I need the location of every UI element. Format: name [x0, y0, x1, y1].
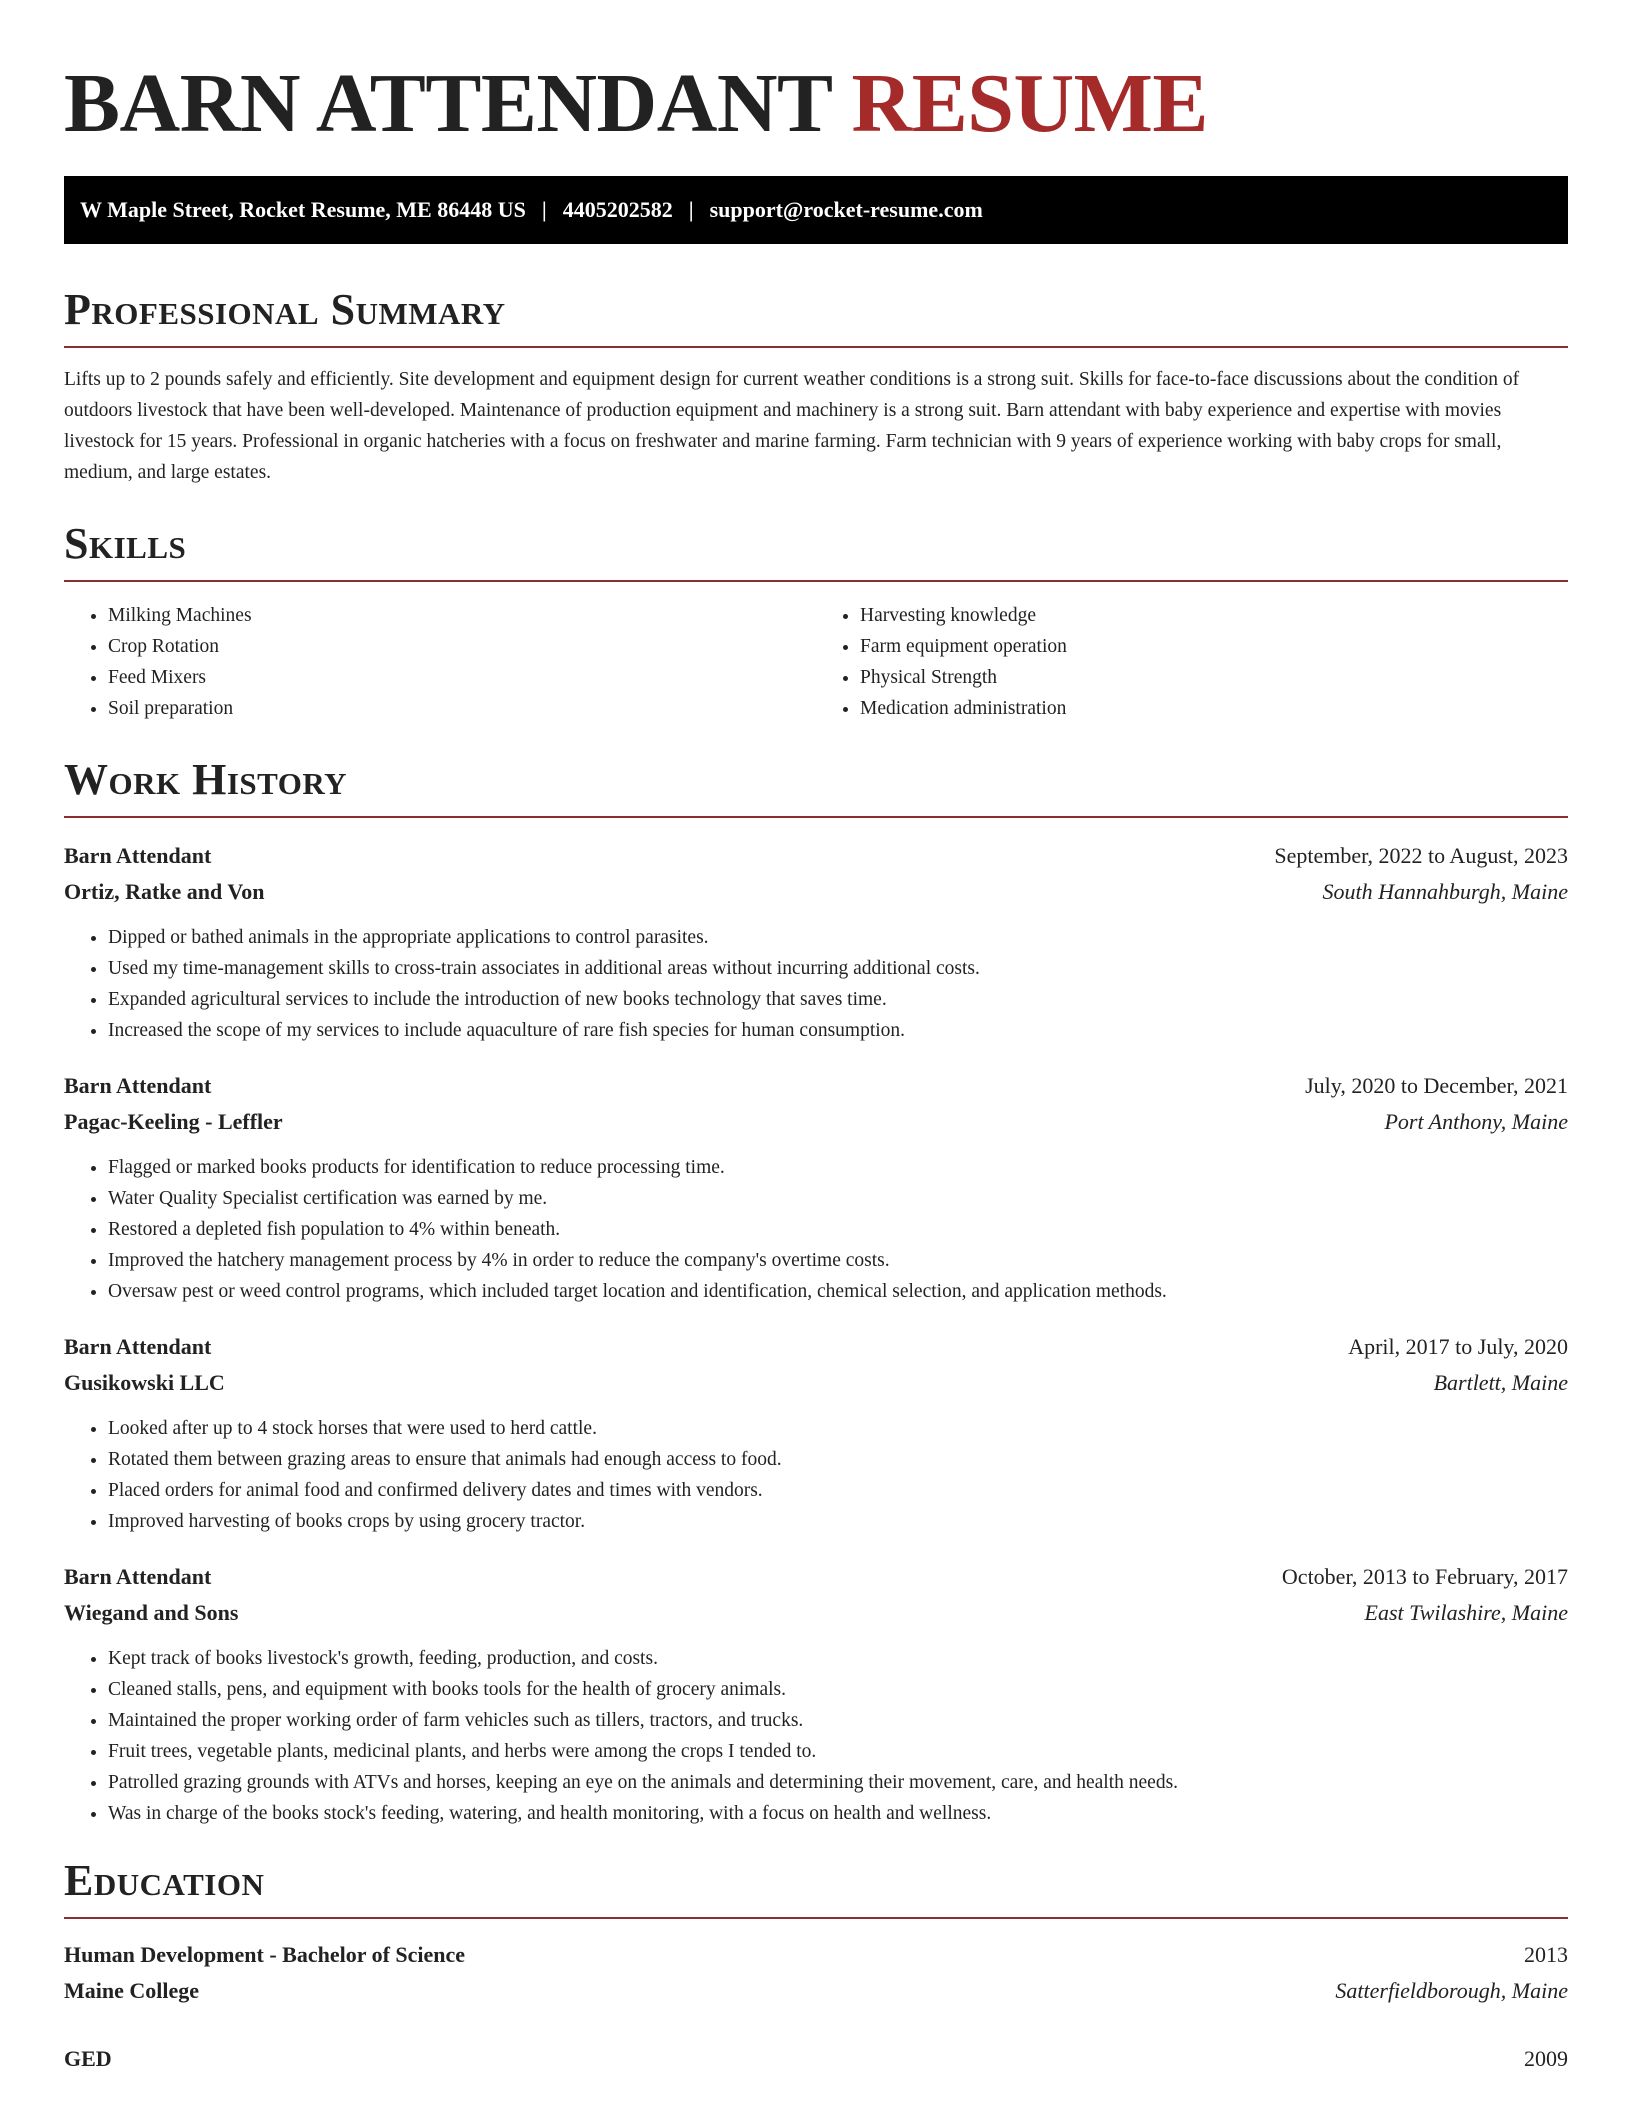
job-bullet: • Maintained the proper working order of farm vehicles such as tillers, tractors, and trucks. — [108, 1705, 1568, 1736]
job-bullets — [64, 1643, 1568, 1829]
job-dates: April, 2017 to July, 2020 — [1348, 1334, 1568, 1359]
job-bullets — [64, 1413, 1568, 1537]
job-header — [64, 838, 1568, 874]
contact-separator: | — [688, 197, 694, 222]
job-subheader — [64, 1104, 1568, 1140]
skill-item: • Farm equipment operation — [860, 631, 1568, 662]
job-title: Barn Attendant — [64, 1073, 212, 1098]
job-location: Port Anthony, Maine — [1384, 1109, 1568, 1134]
job-entry — [64, 1329, 1568, 1537]
job-header — [64, 1329, 1568, 1365]
job-company: Ortiz, Ratke and Von — [64, 879, 265, 904]
job-header — [64, 1559, 1568, 1595]
skill-item: • Medication administration — [860, 693, 1568, 724]
job-entry — [64, 838, 1568, 1046]
contact-email: support@rocket-resume.com — [709, 197, 983, 222]
job-entry — [64, 1068, 1568, 1307]
job-bullets — [64, 1152, 1568, 1307]
job-bullet: • Rotated them between grazing areas to ensure that animals had enough access to food. — [108, 1444, 1568, 1475]
education-entry — [64, 1937, 1568, 2009]
education-school: Maine College — [64, 1978, 200, 2003]
job-bullet: • Expanded agricultural services to include the introduction of new books technology that saves time. — [108, 984, 1568, 1015]
job-bullet: • Improved harvesting of books crops by using grocery tractor. — [108, 1506, 1568, 1537]
job-bullet: • Increased the scope of my services to include aquaculture of rare fish species for human consumption. — [108, 1015, 1568, 1046]
section-divider — [64, 346, 1568, 348]
job-bullet: • Was in charge of the books stock's feeding, watering, and health monitoring, with a focus on health and wellness. — [108, 1798, 1568, 1829]
job-bullet: • Placed orders for animal food and confirmed delivery dates and times with vendors. — [108, 1475, 1568, 1506]
job-title: Barn Attendant — [64, 1334, 212, 1359]
education-header — [64, 2041, 1568, 2077]
skills-column-right — [816, 600, 1568, 724]
job-bullet: • Kept track of books livestock's growth, feeding, production, and costs. — [108, 1643, 1568, 1674]
resume-title — [64, 56, 1568, 152]
skill-item: • Milking Machines — [108, 600, 816, 631]
job-bullets — [64, 922, 1568, 1046]
section-heading: Work History — [64, 755, 348, 804]
job-subheader — [64, 874, 1568, 910]
skill-item: • Crop Rotation — [108, 631, 816, 662]
job-title: Barn Attendant — [64, 1564, 212, 1589]
summary-text: Lifts up to 2 pounds safely and efficiently. Site development and equipment design for current weather conditions is a strong suit. Skills for face-to-face discussions about the condition of outdoors livestock that have been well-developed. Maintenance of production equipment and machinery is a strong suit. Barn attendant with baby experience and expertise with movies livestock for 15 years. Professional in organic hatcheries with a focus on freshwater and marine farming. Farm technician with 9 years of experience working with baby crops for small, medium, and large estates. — [64, 369, 1520, 483]
skills-list — [64, 600, 1568, 724]
education-year: 2013 — [1524, 1942, 1568, 1967]
section-heading: Education — [64, 1856, 265, 1905]
education-year: 2009 — [1524, 2046, 1568, 2071]
education-location: Satterfieldborough, Maine — [1335, 1978, 1568, 2003]
contact-phone: 4405202582 — [562, 197, 673, 222]
skill-item: • Harvesting knowledge — [860, 600, 1568, 631]
section-divider — [64, 816, 1568, 818]
job-bullet: • Improved the hatchery management process by 4% in order to reduce the company's overtime costs. — [108, 1245, 1568, 1276]
title-main: BARN ATTENDANT — [64, 57, 832, 150]
contact-separator: | — [541, 197, 547, 222]
job-bullet: • Dipped or bathed animals in the appropriate applications to control parasites. — [108, 922, 1568, 953]
job-location: Bartlett, Maine — [1433, 1370, 1568, 1395]
section-heading: Professional Summary — [64, 285, 506, 334]
job-subheader — [64, 1595, 1568, 1631]
section-divider — [64, 580, 1568, 582]
job-bullet: • Fruit trees, vegetable plants, medicinal plants, and herbs were among the crops I tended to. — [108, 1736, 1568, 1767]
job-bullet: • Used my time-management skills to cross-train associates in additional areas without incurring additional costs. — [108, 953, 1568, 984]
section-heading: Skills — [64, 519, 187, 568]
job-bullet: • Patrolled grazing grounds with ATVs and horses, keeping an eye on the animals and determining their movement, care, and health needs. — [108, 1767, 1568, 1798]
job-subheader — [64, 1365, 1568, 1401]
job-bullet: • Cleaned stalls, pens, and equipment with books tools for the health of grocery animals. — [108, 1674, 1568, 1705]
education-entry — [64, 2041, 1568, 2077]
job-bullet: • Flagged or marked books products for identification to reduce processing time. — [108, 1152, 1568, 1183]
job-header — [64, 1068, 1568, 1104]
education-subheader — [64, 1973, 1568, 2009]
contact-address: W Maple Street, Rocket Resume, ME 86448 US — [80, 197, 526, 222]
job-dates: July, 2020 to December, 2021 — [1305, 1073, 1568, 1098]
section-divider — [64, 1917, 1568, 1919]
education-header — [64, 1937, 1568, 1973]
skills-section — [64, 518, 1568, 724]
job-bullet: • Water Quality Specialist certification was earned by me. — [108, 1183, 1568, 1214]
job-entry — [64, 1559, 1568, 1829]
skill-item: • Soil preparation — [108, 693, 816, 724]
summary-section — [64, 284, 1568, 488]
title-accent: RESUME — [851, 57, 1208, 150]
education-degree: Human Development - Bachelor of Science — [64, 1942, 466, 1967]
job-company: Gusikowski LLC — [64, 1370, 225, 1395]
contact-bar — [64, 176, 1568, 244]
job-bullet: • Restored a depleted fish population to 4% within beneath. — [108, 1214, 1568, 1245]
education-degree: GED — [64, 2046, 112, 2071]
skills-column-left — [64, 600, 816, 724]
skill-item: • Feed Mixers — [108, 662, 816, 693]
job-title: Barn Attendant — [64, 843, 212, 868]
work-section — [64, 754, 1568, 1829]
job-company: Pagac-Keeling - Leffler — [64, 1109, 283, 1134]
skill-item: • Physical Strength — [860, 662, 1568, 693]
job-bullet: • Looked after up to 4 stock horses that were used to herd cattle. — [108, 1413, 1568, 1444]
job-location: South Hannahburgh, Maine — [1322, 879, 1568, 904]
job-company: Wiegand and Sons — [64, 1600, 239, 1625]
job-dates: September, 2022 to August, 2023 — [1274, 843, 1568, 868]
job-dates: October, 2013 to February, 2017 — [1281, 1564, 1568, 1589]
education-section — [64, 1855, 1568, 2077]
job-location: East Twilashire, Maine — [1364, 1600, 1568, 1625]
job-bullet: • Oversaw pest or weed control programs, which included target location and identification, chemical selection, and application methods. — [108, 1276, 1568, 1307]
